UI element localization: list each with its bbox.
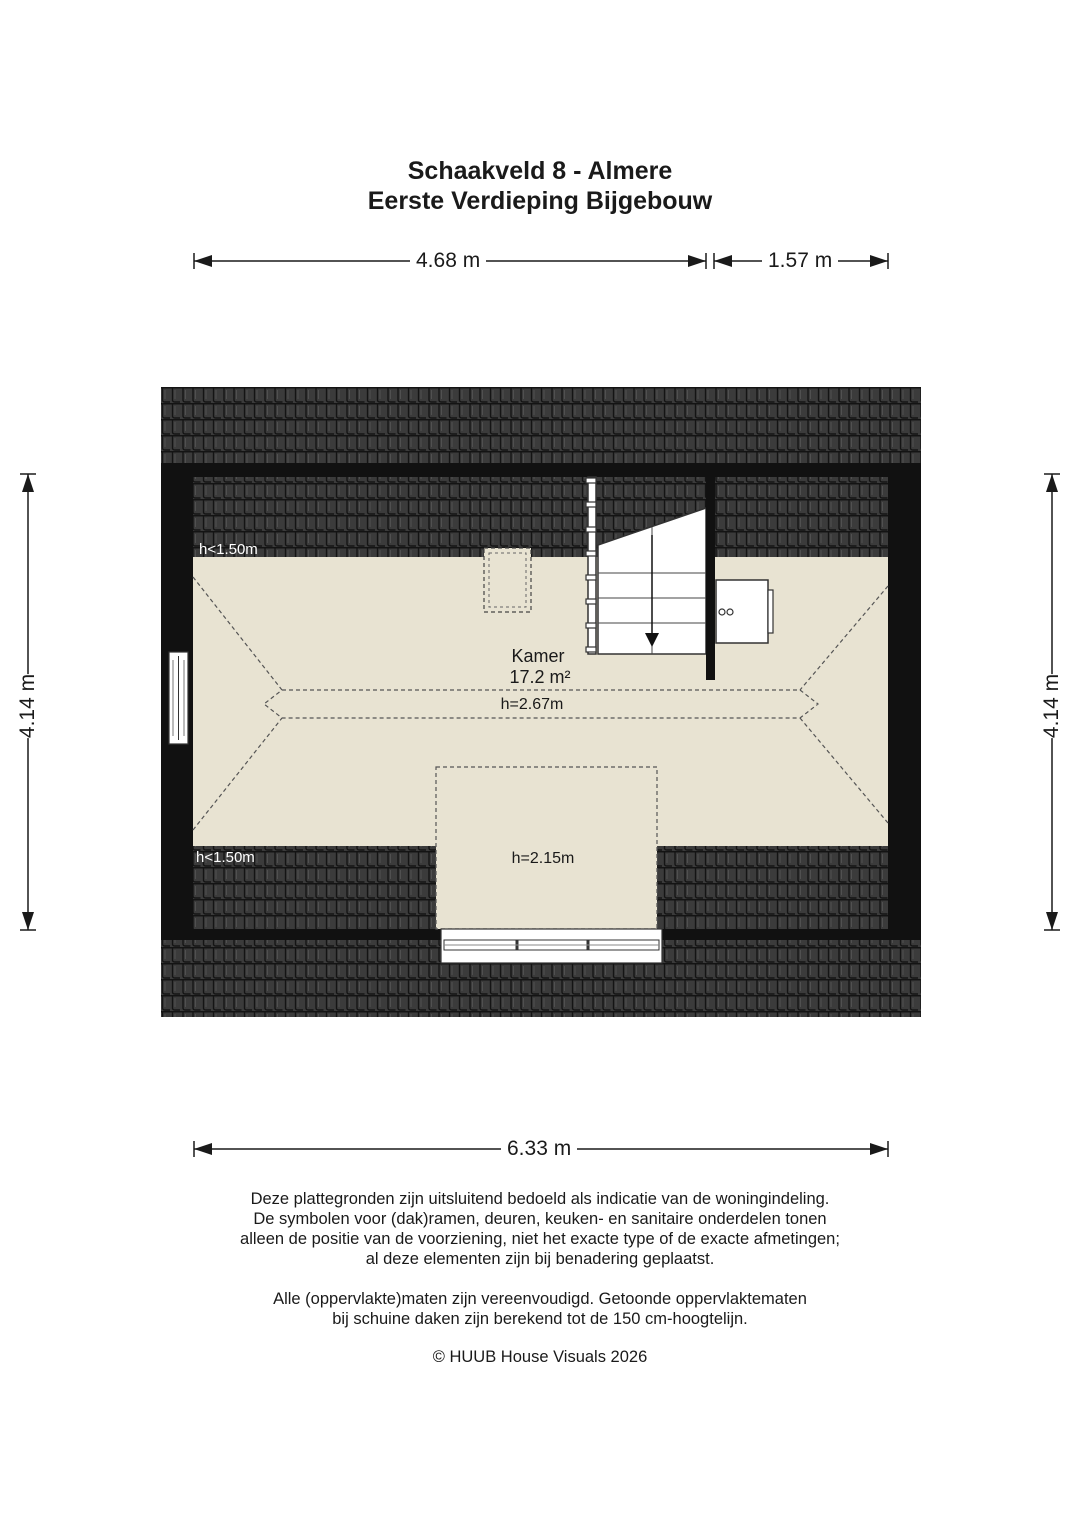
wall-right xyxy=(888,463,921,940)
cupboard xyxy=(716,580,773,643)
low-height-label-top: h<1.50m xyxy=(199,541,258,558)
disclaimer xyxy=(0,1189,1080,1269)
dormer-height-label: h=2.15m xyxy=(511,850,575,867)
ridge-height-label: h=2.67m xyxy=(500,696,564,713)
low-height-label-bottom: h<1.50m xyxy=(196,849,255,866)
staircase xyxy=(586,477,706,654)
disclaimer-line: alleen de positie van de voorziening, niet het exacte type of de exacte afmetingen; xyxy=(240,1230,840,1248)
window-left xyxy=(169,652,188,744)
window-bottom xyxy=(441,929,662,963)
interior-wall xyxy=(706,463,715,680)
room-area: 17.2 m² xyxy=(509,667,571,687)
wall-top xyxy=(161,463,921,477)
disclaimer-line: bij schuine daken zijn berekend tot de 150 cm-hoogtelijn. xyxy=(332,1310,748,1328)
room-name: Kamer xyxy=(511,646,565,666)
disclaimer-line: al deze elementen zijn bij benadering geplaatst. xyxy=(365,1250,715,1268)
dimension-bottom-label: 6.33 m xyxy=(501,1137,577,1161)
disclaimer-line: De symbolen voor (dak)ramen, deuren, keuken- en sanitaire onderdelen tonen xyxy=(253,1210,827,1228)
disclaimer-line: Deze plattegronden zijn uitsluitend bedoeld als indicatie van de woningindeling. xyxy=(250,1190,830,1208)
dimension-top-main-label: 4.68 m xyxy=(410,249,486,273)
dimension-left-label: 4.14 m xyxy=(10,674,46,738)
copyright: © HUUB House Visuals 2026 xyxy=(432,1348,648,1366)
title-floor: Eerste Verdieping Bijgebouw xyxy=(367,187,713,215)
roof-window xyxy=(484,548,531,612)
disclaimer-measurements xyxy=(0,1289,1080,1329)
dimension-right-label: 4.14 m xyxy=(1034,674,1070,738)
dimension-top-right-label: 1.57 m xyxy=(762,249,838,273)
disclaimer-line: Alle (oppervlakte)maten zijn vereenvoudigd. Getoonde oppervlaktematen xyxy=(273,1290,807,1308)
title-address: Schaakveld 8 - Almere xyxy=(407,157,673,185)
